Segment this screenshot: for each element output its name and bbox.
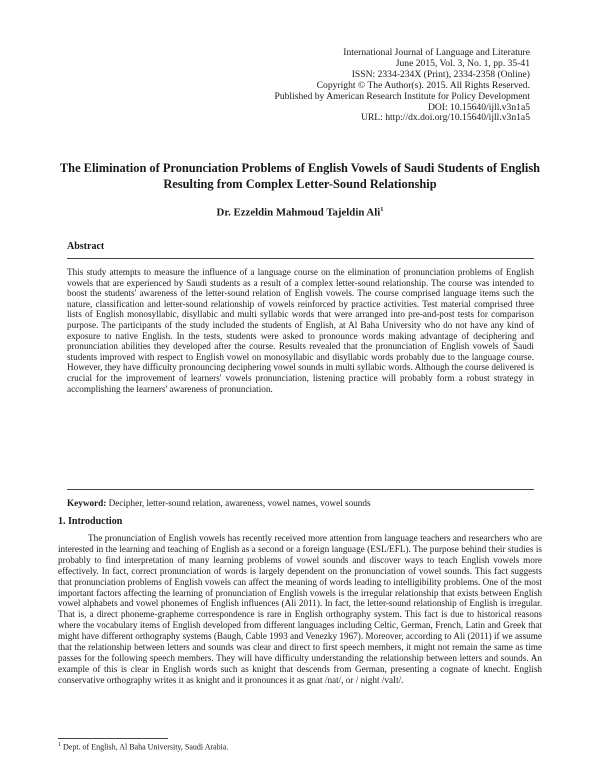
header-line: June 2015, Vol. 3, No. 1, pp. 35-41 xyxy=(395,57,530,69)
author-line xyxy=(0,206,600,219)
header-line: URL: http://dx.doi.org/10.15640/ijll.v3n1a5 xyxy=(360,112,530,124)
header-line: Copyright © The Author(s). 2015. All Rights Reserved. xyxy=(316,79,530,91)
author-name: Dr. Ezzeldin Mahmoud Tajeldin Ali xyxy=(216,206,381,219)
introduction-heading: 1. Introduction xyxy=(58,516,123,527)
footnote-mark: 1 xyxy=(58,742,61,748)
footnote xyxy=(58,742,228,752)
abstract-text: This study attempts to measure the influence of a language course on the elimination of pronunciation problems of English vowels that are experienced by Saudi students as a result of a complex letter-sound relationship. The course was intended to boost the students' awareness of the letter-sound relation of English vowels. The course comprised language items such the nature, classification and letter-sound relationship of vowels reinforced by practice activities. Test material comprised three lists of English monosyllabic, disyllabic and multi syllabic words that were arranged into pre-and-post tests for comparison purpose. The participants of the study included the students of English, at Al Baha University who do not have any kind of exposure to native English. In the tests, students were asked to pronounce words making advantage of deciphering and pronunciation abilities they developed after the course. Results revealed that the pronunciation of English vowels of Saudi students improved with respect to English vowel on monosyllabic and disyllabic words probably due to the language course. However, they have difficulty pronouncing deciphering vowel sounds in multi syllabic words. Although the course delivered is crucial for the improvement of learners' vowels pronunciation, listening practice will probably form a robust strategy in accomplishing the learners' awareness of pronunciation. xyxy=(67,267,534,394)
journal-header xyxy=(274,48,530,124)
header-line: Published by American Research Institute for Policy Development xyxy=(274,90,530,102)
introduction-paragraph: The pronunciation of English vowels has recently received more attention from language teachers and researchers who are interested in the learning and teaching of English as a second or a foreign language (ESL/EFL). The purpose behind their studies is probably to find interpretation of many learning problems of vowel sounds and discover ways to teach English vowels more effectively. In fact, correct pronunciation of words is largely dependent on the pronunciation of vowel sounds. This fact suggests that pronunciation problems of English vowels can affect the meaning of words leading to intelligibility problems. One of the most important factors affecting the learning of pronunciation of English vowels is the irregular relationship that exists between English vowel alphabets and vowel phonemes of English influences (Ali 2011). In fact, the letter-sound relationship of English is irregular. That is, a direct phoneme-grapheme correspondence is rare in English orthography system. This fact is due to historical reasons where the vocabulary items of English developed from different languages including Celtic, German, French, Latin and Greek that might have different orthography systems (Baugh, Cable 1993 and Venezky 1967). Moreover, according to Ali (2011) if we assume that the relationship between letters and sounds was clear and direct to first speech members, it might not remain the same as time passes for the following speech members. They will have difficulty understanding the relationship between letters and sounds. An example of this is clear in English words such as knight that descends from German, presenting a cognate of knecht. English conservative orthography writes it as knight and it pronounces it as gnat /nat/, or / night /vaIt/. xyxy=(58,533,542,685)
paper-title: The Elimination of Pronunciation Problems of English Vowels of Saudi Students of English Resulting from Complex Letter-Sound Relationship xyxy=(59,161,541,191)
header-line: International Journal of Language and Literature xyxy=(343,47,530,58)
abstract-box xyxy=(67,258,534,490)
abstract-heading: Abstract xyxy=(67,241,105,252)
author-footnote-mark: 1 xyxy=(380,206,384,213)
keywords-line xyxy=(67,498,371,508)
footnote-divider xyxy=(58,738,168,739)
keywords-text: Decipher, letter-sound relation, awareness, vowel names, vowel sounds xyxy=(106,498,371,508)
keywords-label: Keyword: xyxy=(67,498,107,508)
header-line: DOI: 10.15640/ijll.v3n1a5 xyxy=(427,101,530,113)
footnote-text: Dept. of English, Al Baha University, Saudi Arabia. xyxy=(61,742,229,752)
header-line: ISSN: 2334-234X (Print), 2334-2358 (Online) xyxy=(351,68,530,80)
